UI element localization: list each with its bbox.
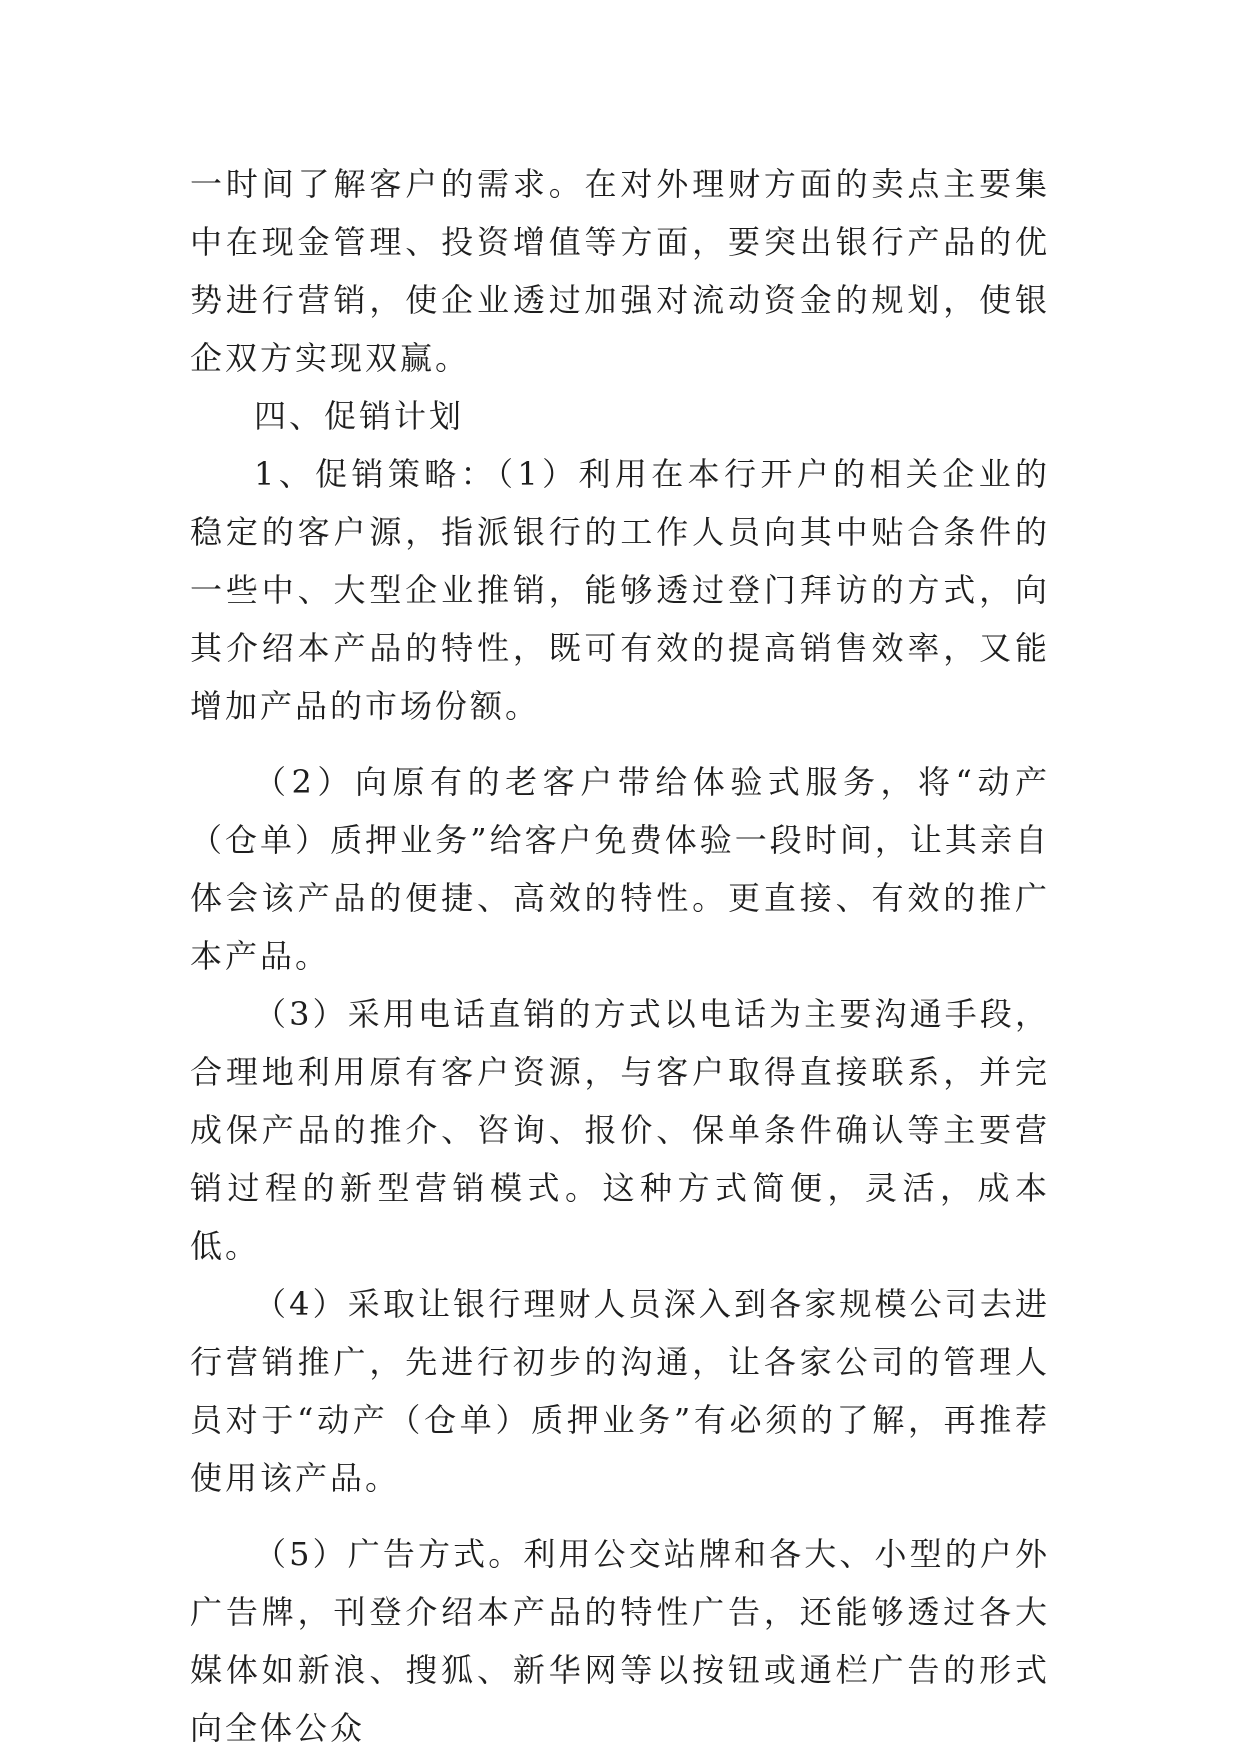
paragraph-strategy-2: （2）向原有的老客户带给体验式服务，将“动产（仓单）质押业务”给客户免费体验一段时间，让其亲自体会该产品的便捷、高效的特性。更直接、有效的推广本产品。 (190, 763, 1050, 975)
paragraph-strategy-5: （5）广告方式。利用公交站牌和各大、小型的户外广告牌，刊登介绍本产品的特性广告，还能够透过各大媒体如新浪、搜狐、新华网等以按钮或通栏广告的形式向全体公众 (190, 1535, 1050, 1747)
paragraph-intro: 一时间了解客户的需求。在对外理财方面的卖点主要集中在现金管理、投资增值等方面，要突出银行产品的优势进行营销，使企业透过加强对流动资金的规划，使银企双方实现双赢。 (190, 165, 1050, 377)
paragraph-strategy-4: （4）采取让银行理财人员深入到各家规模公司去进行营销推广，先进行初步的沟通，让各家公司的管理人员对于“动产（仓单）质押业务”有必须的了解，再推荐使用该产品。 (190, 1285, 1050, 1497)
paragraph-strategy-1: 1、促销策略：（1）利用在本行开户的相关企业的稳定的客户源，指派银行的工作人员向其中贴合条件的一些中、大型企业推销，能够透过登门拜访的方式，向其介绍本产品的特性，既可有效的提高销售效率，又能增加产品的市场份额。 (190, 455, 1050, 725)
document-body (190, 155, 1050, 1757)
paragraph-strategy-3: （3）采用电话直销的方式以电话为主要沟通手段，合理地利用原有客户资源，与客户取得直接联系，并完成保产品的推介、咨询、报价、保单条件确认等主要营销过程的新型营销模式。这种方式简便，灵活，成本低。 (190, 995, 1050, 1265)
section-heading-promotion-plan: 四、促销计划 (254, 397, 465, 435)
